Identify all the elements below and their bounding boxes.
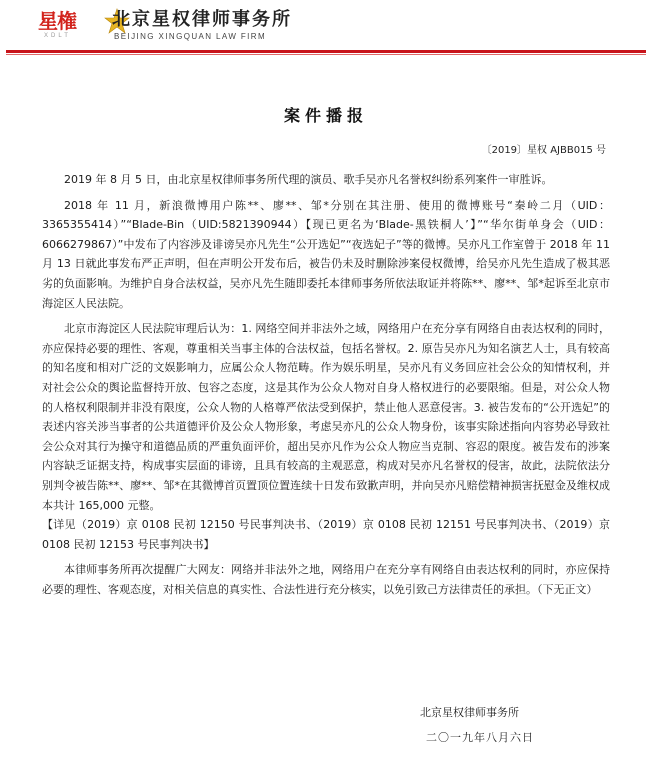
logo-subtext: XDLT [44, 33, 71, 39]
header-rule [6, 50, 646, 53]
firm-name-en: BEIJING XINGQUAN LAW FIRM [114, 32, 267, 41]
paragraph: 2019 年 8 月 5 日，由北京星权律师事务所代理的演员、歌手吴亦凡名誉权纠纷系列案件一审胜诉。 [64, 173, 553, 186]
paragraph: 2018 年 11 月，新浪微博用户陈**、廖**、邹*分别在其注册、使用的微博账号“秦岭二月（UID：3365355414）”“Blade-Bin（UID:5821390944）【现已更名为‘Blade-黑铁桐人’】”“华尔街单身会（UID：6066279867）”中发布了内容涉及诽谤吴亦凡先生“公开选妃”“夜选妃子”等的微博。吴亦凡工作室曾于 2018 年 11 月 13 日就此事发布严正声明，但在声明公开发布后，被告仍未及时删除涉案侵权微博，给吴亦凡先生造成了极其恶劣的负面影响。为维护自身合法权益，吴亦凡先生随即委托本律师事务所依法取证并将陈**、廖**、邹*起诉至北京市海淀区人民法院。 [42, 198, 610, 310]
letterhead [6, 4, 646, 46]
paragraph: 北京市海淀区人民法院审理后认为：1. 网络空间并非法外之域，网络用户在充分享有网络自由表达权利的同时，亦应保持必要的理性、客观，尊重相关当事主体的合法权益，包括名誉权。2. 原告吴亦凡为知名演艺人士，具有较高的知名度和相对广泛的文娱影响力，应属公众人物范畴。作为娱乐明星，吴亦凡有义务回应社会公众的知情权利，并对社会公众的舆论监督持开放、包容之态度，这是其作为公众人物对自身人格权进行的必要限缩。但是，对公众人物的人格权利限制并非没有限度，公众人物的人格尊严依法受到保护，禁止他人恶意侵害。3. 被告发布的“公开选妃”的表述内容关涉当事者的公共道德评价及公众人物形象，考虑吴亦凡的公众人物身份，该事实除述指向内容势必导致社会公众对其行为操守和道德品质的严重负面评价，超出吴亦凡作为公众人物应当克制、容忍的限度。被告发布的涉案内容缺乏证据支持，构成事实层面的诽谤，且具有较高的主观恶意，构成对吴亦凡名誉权的侵害，故此，法院依法分别判令被告陈**、廖**、邹*在其微博首页置顶位置连续十日发布致歉声明，并向吴亦凡赔偿精神损害抚慰金及维权成本共计 165,000 元整。 [42, 322, 610, 512]
signature: 北京星权律师事务所 [420, 706, 519, 719]
firm-name-cn: 北京星权律师事务所 [112, 9, 292, 30]
logo-text: 星権 [38, 9, 76, 33]
paragraph: 本律师事务所再次提醒广大网友：网络并非法外之地，网络用户在充分享有网络自由表达权利的同时，亦应保持必要的理性、客观态度，对相关信息的真实性、合法性进行充分核实，以免引致己方法律责任的承担。（下无正文） [42, 563, 610, 596]
signature-date: 二〇一九年八月六日 [426, 731, 534, 744]
case-citation: 【详见（2019）京 0108 民初 12150 号民事判决书、（2019）京 0108 民初 12151 号民事判决书、（2019）京 0108 民初 12153 号民事判决书】 [42, 518, 610, 551]
document-number: 〔2019〕星权 AJBB015 号 [481, 145, 606, 156]
header-rule-thin [6, 54, 646, 55]
firm-logo [38, 9, 98, 39]
document-title: 案件播报 [283, 106, 368, 125]
document-body [42, 170, 610, 605]
